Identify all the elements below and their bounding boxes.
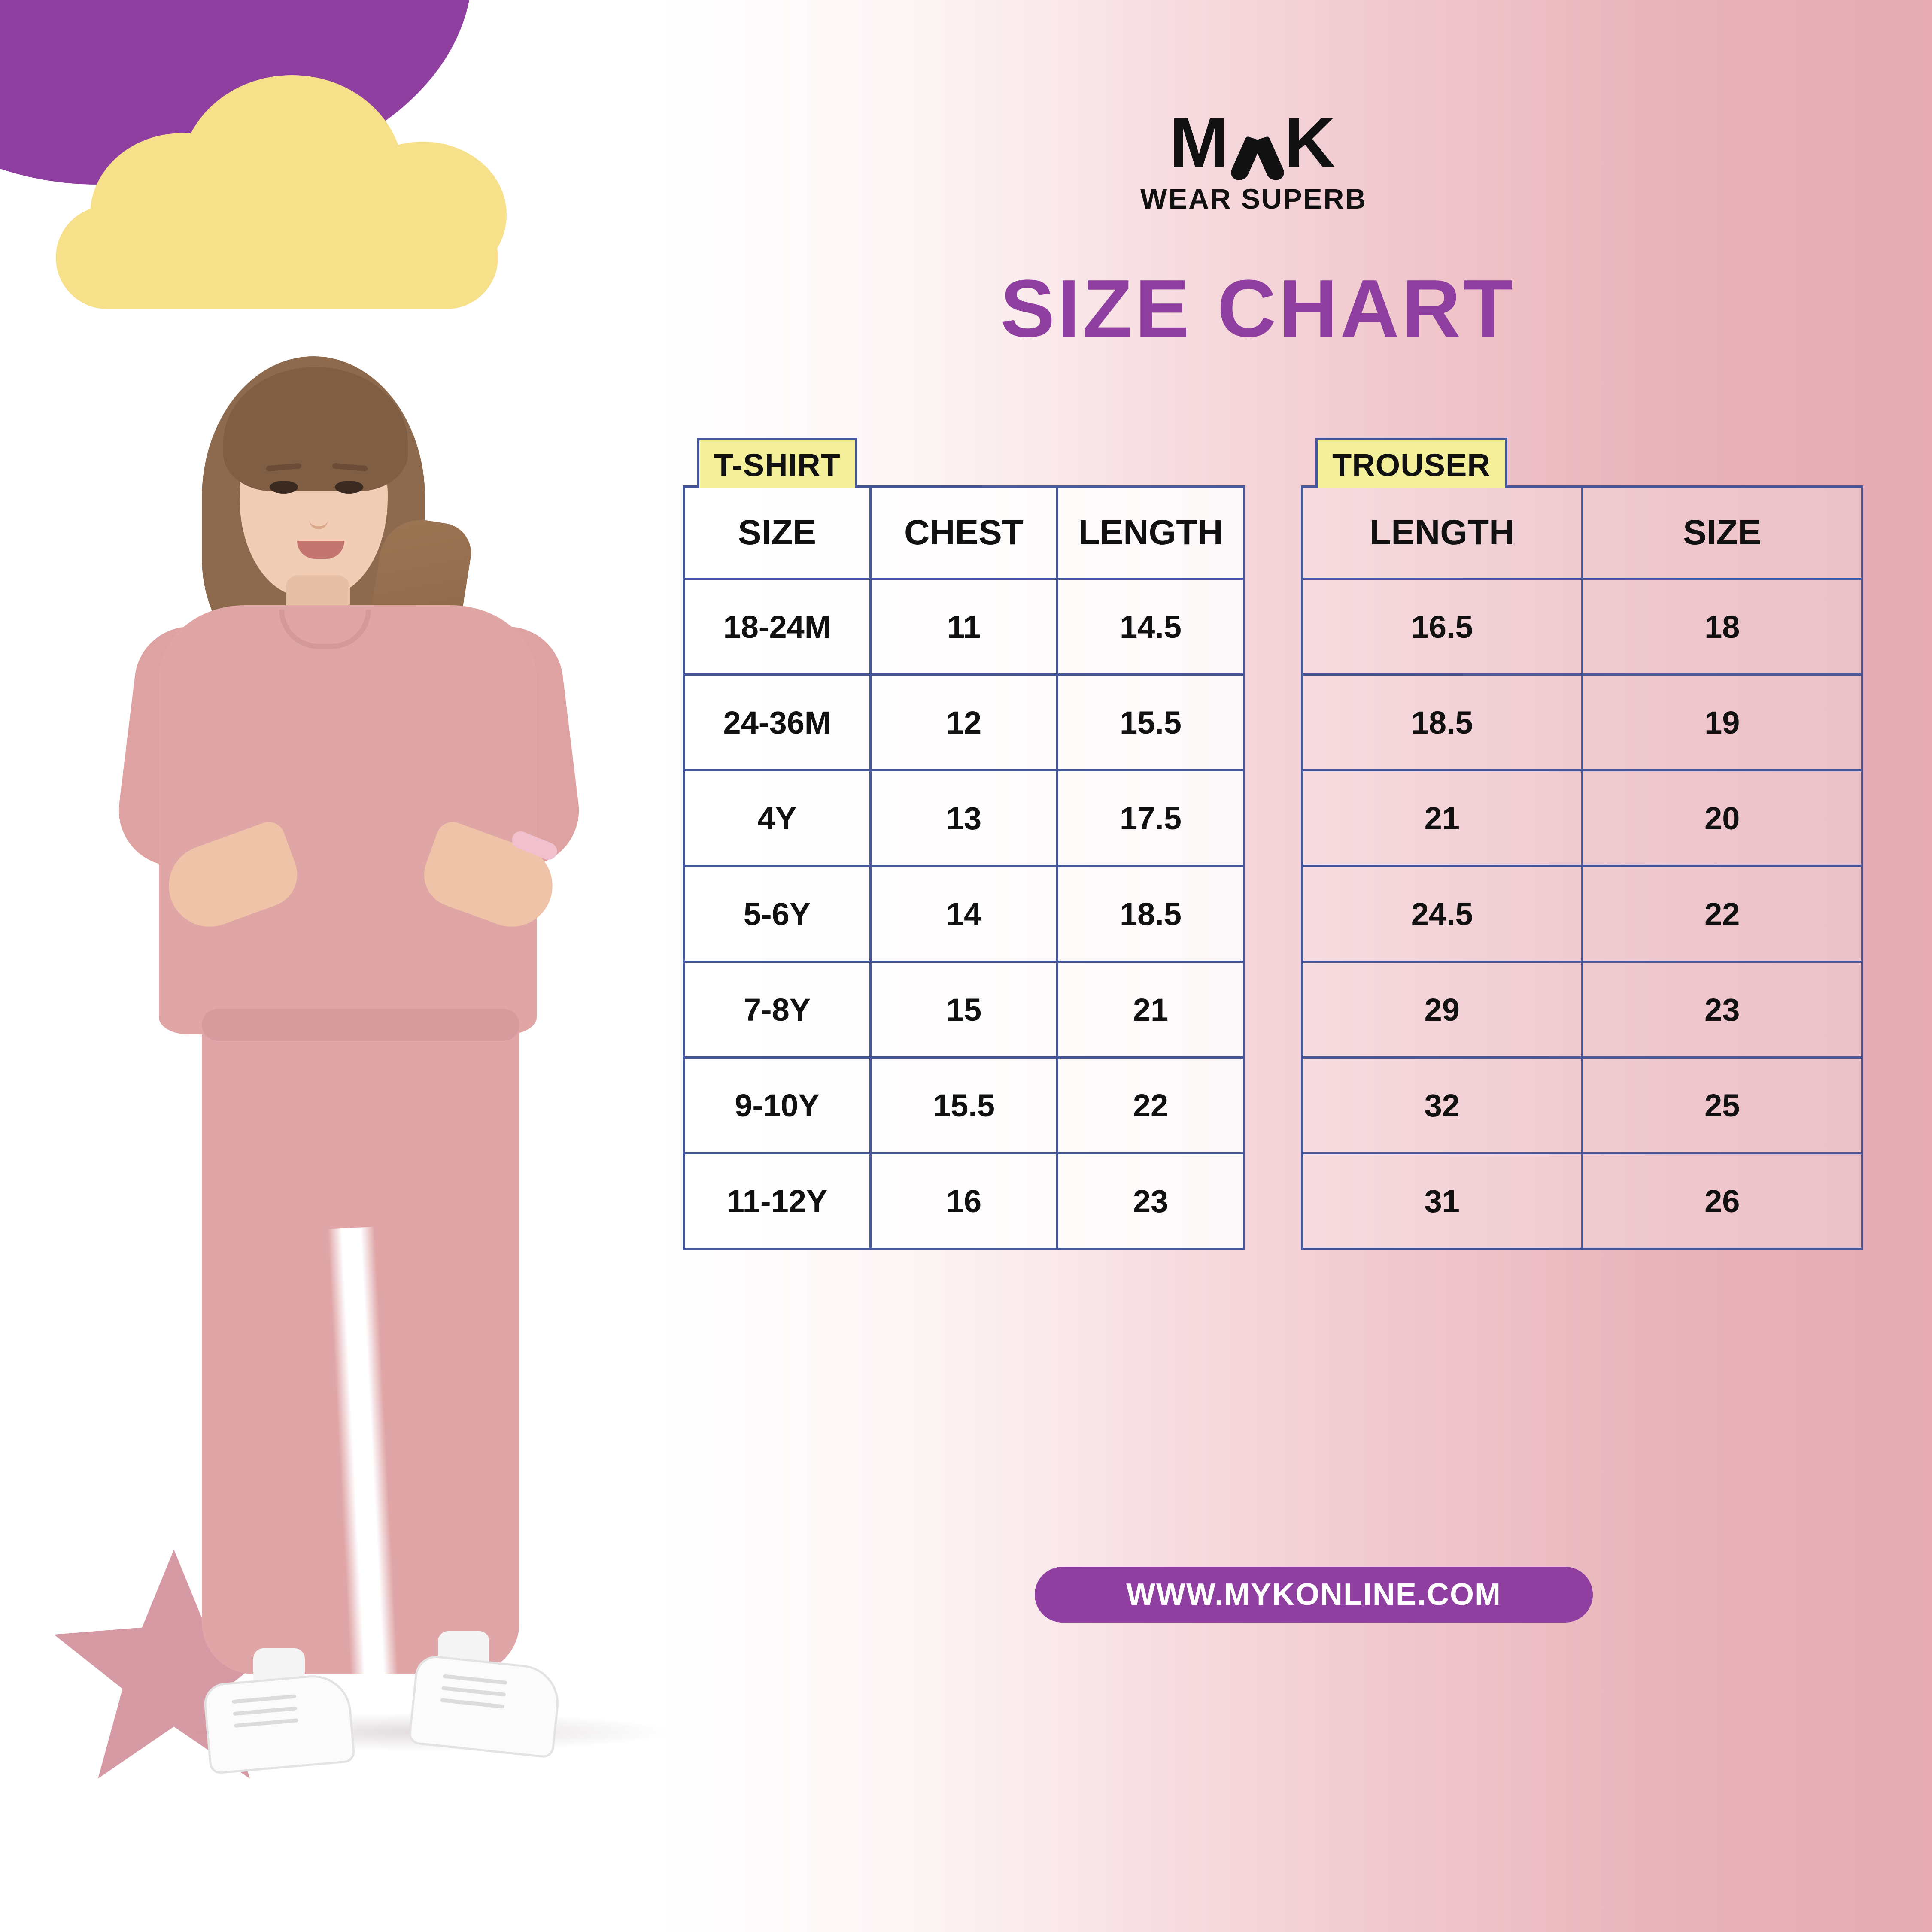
table-row bbox=[684, 1058, 1244, 1153]
cell-chest: 14 bbox=[871, 866, 1057, 962]
cell-size: 4Y bbox=[684, 770, 871, 866]
cell-size: 18 bbox=[1582, 579, 1862, 675]
cell-size: 23 bbox=[1582, 962, 1862, 1058]
page-title: SIZE CHART bbox=[1000, 263, 1516, 354]
cell-size: 25 bbox=[1582, 1058, 1862, 1153]
cloud-icon bbox=[39, 52, 519, 318]
cell-length: 22 bbox=[1057, 1058, 1244, 1153]
table-header-row bbox=[1302, 487, 1862, 579]
tshirt-size-table bbox=[683, 485, 1245, 1250]
cell-length: 18.5 bbox=[1302, 675, 1583, 770]
table-row bbox=[1302, 1153, 1862, 1249]
cell-size: 5-6Y bbox=[684, 866, 871, 962]
cell-size: 11-12Y bbox=[684, 1153, 871, 1249]
cell-length: 14.5 bbox=[1057, 579, 1244, 675]
brand-logo bbox=[1133, 103, 1374, 215]
column-header-chest: CHEST bbox=[871, 487, 1057, 579]
table-row bbox=[684, 579, 1244, 675]
cell-size: 9-10Y bbox=[684, 1058, 871, 1153]
table-header-row bbox=[684, 487, 1244, 579]
cell-size: 26 bbox=[1582, 1153, 1862, 1249]
trouser-table-tag: TROUSER bbox=[1315, 438, 1507, 488]
cell-length: 24.5 bbox=[1302, 866, 1583, 962]
cell-chest: 11 bbox=[871, 579, 1057, 675]
cell-size: 22 bbox=[1582, 866, 1862, 962]
table-row bbox=[1302, 579, 1862, 675]
table-row bbox=[684, 866, 1244, 962]
cell-size: 7-8Y bbox=[684, 962, 871, 1058]
tshirt-table-tag: T-SHIRT bbox=[697, 438, 857, 488]
cell-size: 20 bbox=[1582, 770, 1862, 866]
table-row bbox=[684, 675, 1244, 770]
logo-letter-m: M bbox=[1169, 103, 1231, 182]
cell-length: 21 bbox=[1302, 770, 1583, 866]
trouser-size-table bbox=[1301, 485, 1863, 1250]
cell-size: 19 bbox=[1582, 675, 1862, 770]
cell-length: 18.5 bbox=[1057, 866, 1244, 962]
cell-length: 16.5 bbox=[1302, 579, 1583, 675]
logo-wordmark bbox=[1133, 103, 1374, 182]
cell-chest: 12 bbox=[871, 675, 1057, 770]
cell-chest: 15 bbox=[871, 962, 1057, 1058]
cell-chest: 13 bbox=[871, 770, 1057, 866]
table-row bbox=[684, 1153, 1244, 1249]
table-row bbox=[1302, 1058, 1862, 1153]
size-tables bbox=[683, 438, 1863, 1481]
column-header-length: LENGTH bbox=[1302, 487, 1583, 579]
cell-chest: 16 bbox=[871, 1153, 1057, 1249]
cell-size: 24-36M bbox=[684, 675, 871, 770]
whale-tail-icon bbox=[1237, 137, 1278, 178]
column-header-size: SIZE bbox=[1582, 487, 1862, 579]
cell-length: 29 bbox=[1302, 962, 1583, 1058]
table-row bbox=[1302, 770, 1862, 866]
table-row bbox=[1302, 866, 1862, 962]
logo-tagline: WEAR SUPERB bbox=[1140, 183, 1367, 215]
logo-letter-k: K bbox=[1284, 103, 1338, 182]
column-header-size: SIZE bbox=[684, 487, 871, 579]
cell-length: 15.5 bbox=[1057, 675, 1244, 770]
trouser-table-block bbox=[1301, 438, 1863, 1250]
table-row bbox=[684, 770, 1244, 866]
cell-length: 17.5 bbox=[1057, 770, 1244, 866]
table-row bbox=[1302, 962, 1862, 1058]
cell-length: 31 bbox=[1302, 1153, 1583, 1249]
column-header-length: LENGTH bbox=[1057, 487, 1244, 579]
cell-chest: 15.5 bbox=[871, 1058, 1057, 1153]
website-url-badge[interactable]: WWW.MYKONLINE.COM bbox=[1035, 1567, 1593, 1623]
cell-length: 21 bbox=[1057, 962, 1244, 1058]
model-photo bbox=[39, 326, 794, 1764]
table-row bbox=[684, 962, 1244, 1058]
cell-size: 18-24M bbox=[684, 579, 871, 675]
cell-length: 23 bbox=[1057, 1153, 1244, 1249]
cell-length: 32 bbox=[1302, 1058, 1583, 1153]
tshirt-table-block bbox=[683, 438, 1245, 1250]
table-row bbox=[1302, 675, 1862, 770]
